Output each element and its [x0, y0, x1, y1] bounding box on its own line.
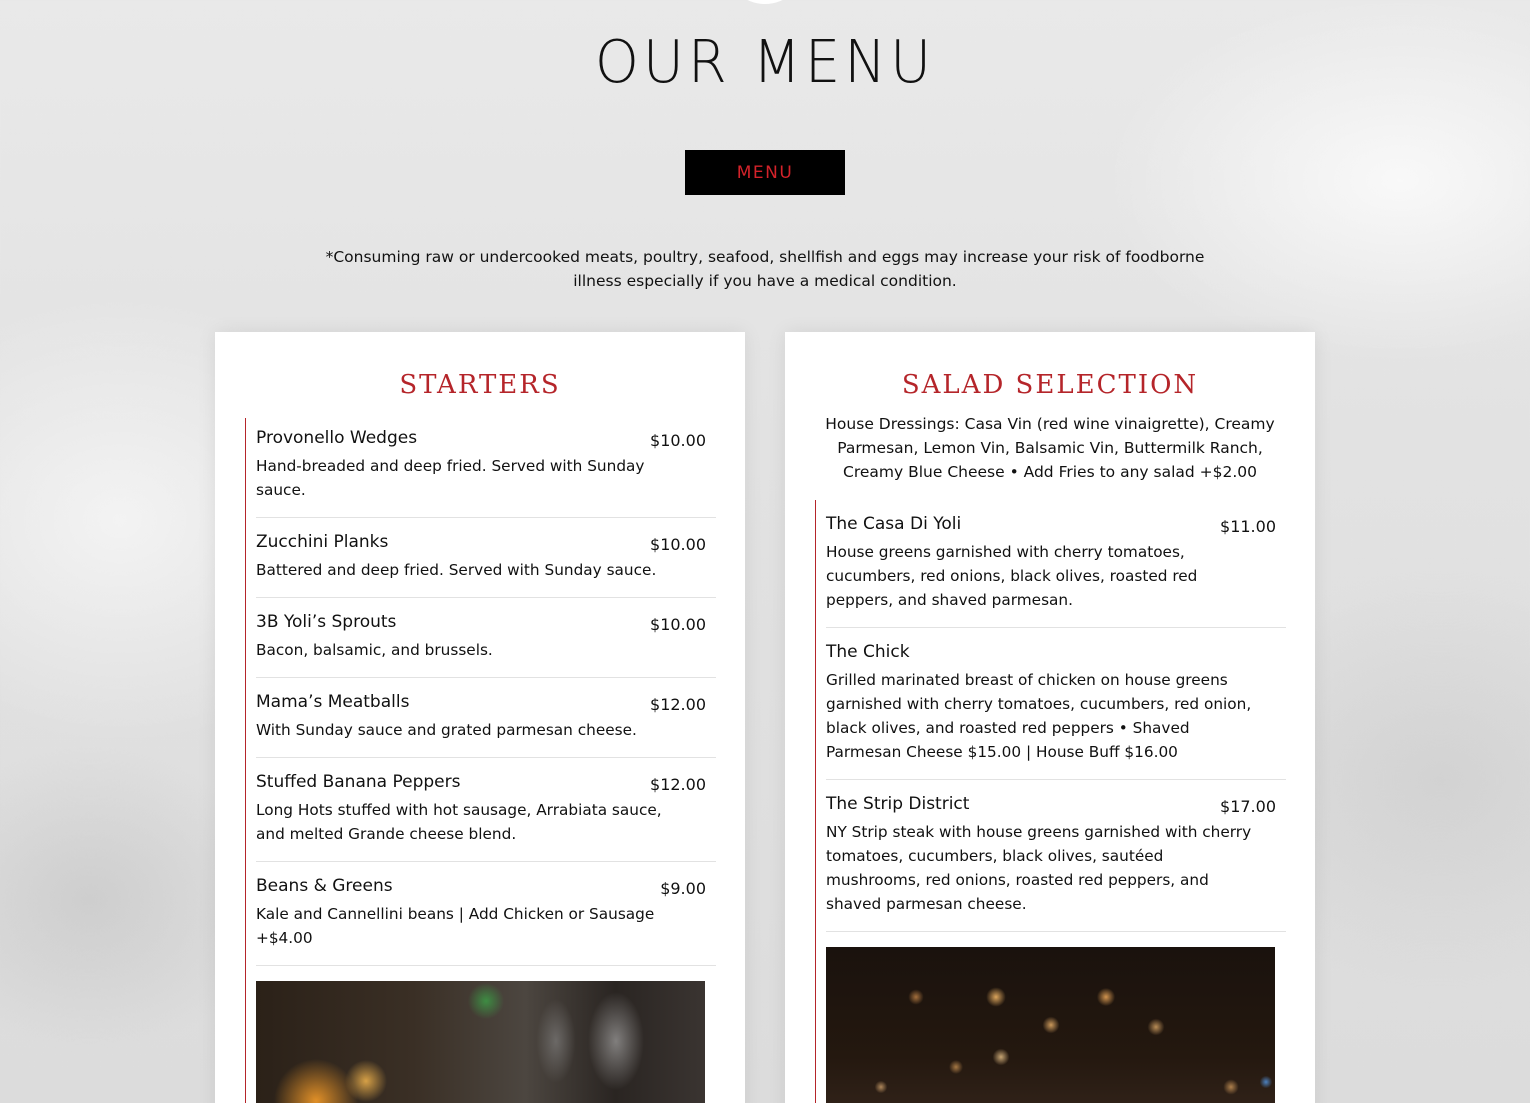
item-description: House greens garnished with cherry tomatoes, cucumbers, red onions, black olives, roasted red peppers, and shaved parmesan. [826, 543, 1198, 609]
starters-list [245, 418, 716, 1103]
item-description: Kale and Cannellini beans | Add Chicken or Sausage +$4.00 [256, 905, 655, 947]
item-price: $11.00 [1220, 517, 1276, 536]
item-description: Battered and deep fried. Served with Sunday sauce. [256, 561, 657, 579]
item-name: The Chick [826, 642, 910, 662]
item-name: Mama’s Meatballs [256, 692, 410, 712]
item-description: Grilled marinated breast of chicken on house greens garnished with cherry tomatoes, cucumbers, red onion, black olives, and roasted red peppers • Shaved Parmesan Cheese $15.00 | House Buff $16.00 [826, 671, 1252, 761]
item-name: 3B Yoli’s Sprouts [256, 612, 397, 632]
item-price: $17.00 [1220, 797, 1276, 816]
item-description: Long Hots stuffed with hot sausage, Arrabiata sauce, and melted Grande cheese blend. [256, 801, 662, 843]
salad-restaurant-photo [826, 947, 1275, 1103]
menu-item [826, 500, 1286, 628]
item-price: $9.00 [660, 879, 706, 898]
house-dressings-note: House Dressings: Casa Vin (red wine vinaigrette), Creamy Parmesan, Lemon Vin, Balsamic Vin, Buttermilk Ranch, Creamy Blue Cheese • Add Fries to any salad +$2.00 [825, 415, 1275, 481]
item-name: Beans & Greens [256, 876, 393, 896]
menu-button[interactable]: MENU [685, 150, 845, 195]
menu-item [256, 598, 716, 678]
menu-item [256, 862, 716, 966]
item-description: NY Strip steak with house greens garnished with cherry tomatoes, cucumbers, black olives, sautéed mushrooms, red onions, roasted red peppers, and shaved parmesan cheese. [826, 823, 1252, 913]
menu-item [256, 518, 716, 598]
menu-item [826, 628, 1286, 780]
item-name: The Strip District [826, 794, 970, 814]
item-name: Stuffed Banana Peppers [256, 772, 461, 792]
salad-card [785, 332, 1315, 1103]
item-price: $12.00 [650, 775, 706, 794]
salad-list [815, 500, 1286, 1103]
item-name: The Casa Di Yoli [826, 514, 962, 534]
starters-title: STARTERS [399, 370, 561, 400]
item-name: Zucchini Planks [256, 532, 389, 552]
item-description: Bacon, balsamic, and brussels. [256, 641, 493, 659]
starters-food-photo [256, 981, 705, 1103]
logo-arc [725, 0, 805, 4]
salad-title: SALAD SELECTION [901, 370, 1199, 400]
item-price: $10.00 [650, 431, 706, 450]
item-price: $12.00 [650, 695, 706, 714]
item-price: $10.00 [650, 615, 706, 634]
starters-card [215, 332, 745, 1103]
menu-item [826, 780, 1286, 932]
menu-item [256, 678, 716, 758]
menu-item [256, 758, 716, 862]
food-safety-disclaimer: *Consuming raw or undercooked meats, poultry, seafood, shellfish and eggs may increase your risk of foodborne illness especially if you have a medical condition. [325, 248, 1205, 290]
item-price: $10.00 [650, 535, 706, 554]
item-description: With Sunday sauce and grated parmesan cheese. [256, 721, 637, 739]
menu-item [256, 418, 716, 518]
item-name: Provonello Wedges [256, 428, 418, 448]
item-description: Hand-breaded and deep fried. Served with Sunday sauce. [256, 457, 645, 499]
page-title: OUR MENU [594, 28, 936, 97]
